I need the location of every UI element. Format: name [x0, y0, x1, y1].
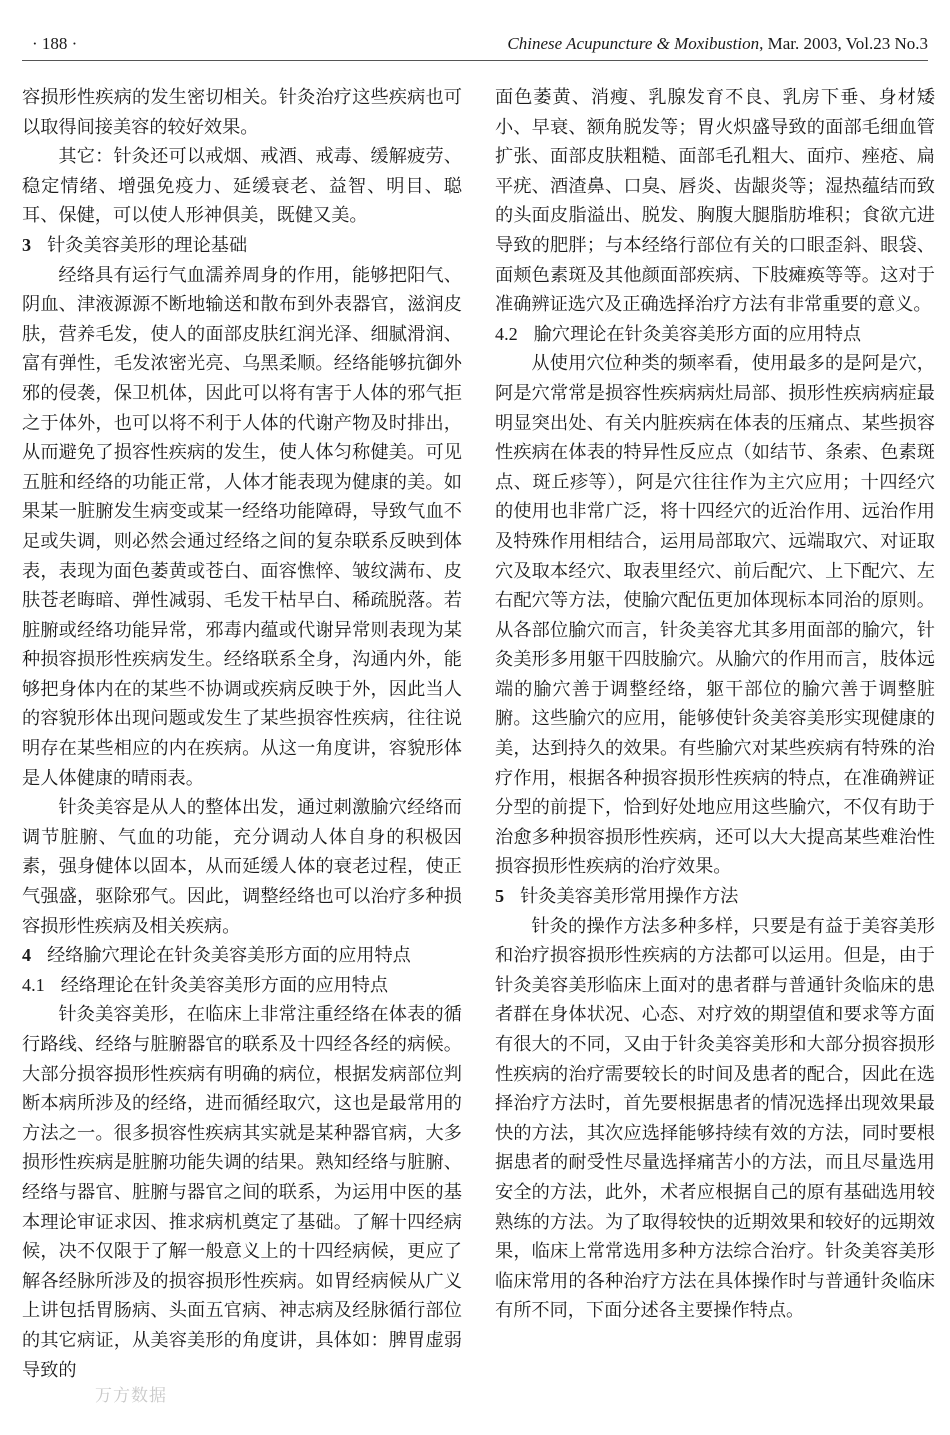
section-heading	[495, 320, 935, 350]
body-paragraph: 针灸美容是从人的整体出发，通过刺激腧穴经络而调节脏腑、气血的功能，充分调动人体自身的积极因素，强身健体以固本，从而延缓人体的衰老过程，使正气强盛，驱除邪气。因此，调整经络也可以治疗多种损容损形性疾病及相关疾病。	[22, 797, 462, 937]
left-column	[22, 83, 462, 1385]
running-header	[22, 34, 928, 61]
section-title: 针灸美容美形的理论基础	[47, 234, 248, 256]
section-number: 5	[495, 886, 505, 907]
section-heading	[22, 231, 462, 261]
section-number: 4.2	[495, 323, 518, 344]
section-number: 4.1	[22, 974, 45, 995]
journal-citation	[507, 34, 928, 54]
journal-name: Chinese Acupuncture & Moxibustion	[507, 34, 760, 53]
section-title: 腧穴理论在针灸美容美形方面的应用特点	[533, 323, 862, 345]
section-title: 针灸美容美形常用操作方法	[520, 886, 739, 908]
body-paragraph: 针灸的操作方法多种多样，只要是有益于美容美形和治疗损容损形性疾病的方法都可以运用。但是，由于针灸美容美形临床上面对的患者群与普通针灸临床的患者群在身体状况、心态、对疗效的期望值和要求等方面有很大的不同，又由于针灸美容美形和大部分损容损形性疾病的治疗需要较长的时间及患者的配合，因此在选择治疗方法时，首先要根据患者的情况选择出现效果最快的方法，其次应选择能够持续有效的方法，同时要根据患者的耐受性尽量选择痛苦小的方法，而且尽量选用安全的方法，此外，术者应根据自己的原有基础选用较熟练的方法。为了取得较快的近期效果和较好的远期效果，临床上常常选用多种方法综合治疗。针灸美容美形临床常用的各种治疗方法在具体操作时与普通针灸临床有所不同，下面分述各主要操作特点。	[495, 915, 935, 1322]
watermark: 万方数据	[95, 1386, 167, 1406]
body-paragraph: 容损形性疾病的发生密切相关。针灸治疗这些疾病也可以取得间接美容的较好效果。	[22, 87, 462, 138]
right-column	[495, 83, 935, 1326]
section-heading	[22, 971, 462, 1001]
section-number: 3	[22, 234, 32, 255]
section-number: 4	[22, 945, 32, 966]
section-title: 经络理论在针灸美容美形方面的应用特点	[60, 974, 389, 996]
body-paragraph: 其它：针灸还可以戒烟、戒酒、戒毒、缓解疲劳、稳定情绪、增强免疫力、延缓衰老、益智、明目、聪耳、保健，可以使人形神俱美，既健又美。	[22, 146, 462, 227]
body-paragraph: 面色萎黄、消瘦、乳腺发育不良、乳房下垂、身材矮小、早衰、额角脱发等；胃火炽盛导致的面部毛细血管扩张、面部皮肤粗糙、面部毛孔粗大、面疖、痤疮、扁平疣、酒渣鼻、口臭、唇炎、齿龈炎等；湿热蕴结而致的头面皮脂溢出、脱发、胸腹大腿脂肪堆积；食欲亢进导致的肥胖；与本经络行部位有关的口眼歪斜、眼袋、面颊色素斑及其他颜面部疾病、下肢瘫痪等等。这对于准确辨证选穴及正确选择治疗方法有非常重要的意义。	[495, 87, 935, 316]
page-number: · 188 ·	[32, 34, 78, 53]
body-paragraph: 针灸美容美形，在临床上非常注重经络在体表的循行路线、经络与脏腑器官的联系及十四经各经的病候。大部分损容损形性疾病有明确的病位，根据发病部位判断本病所涉及的经络，进而循经取穴，这也是最常用的方法之一。很多损容性疾病其实就是某种器官病，大多损形性疾病是脏腑功能失调的结果。熟知经络与脏腑、经络与器官、脏腑与器官之间的联系，为运用中医的基本理论审证求因、推求病机奠定了基础。了解十四经病候，决不仅限于了解一般意义上的十四经病候，更应了解各经脉所涉及的损容损形性疾病。如胃经病候从广义上讲包括胃肠病、头面五官病、神志病及经脉循行部位的其它病证，从美容美形的角度讲，具体如：脾胃虚弱导致的	[22, 1004, 462, 1381]
section-heading	[22, 941, 462, 971]
issue-info: , Mar. 2003, Vol.23 No.3	[759, 34, 928, 53]
section-heading	[495, 882, 935, 912]
section-title: 经络腧穴理论在针灸美容美形方面的应用特点	[47, 945, 411, 967]
body-paragraph: 从使用穴位种类的频率看，使用最多的是阿是穴，阿是穴常常是损容性疾病病灶局部、损形性疾病病症最明显突出处、有关内脏疾病在体表的压痛点、某些损容性疾病在体表的特异性反应点（如结节、条索、色素斑点、斑丘疹等），阿是穴往往作为主穴应用；十四经穴的使用也非常广泛，将十四经穴的近治作用、远治作用及特殊作用相结合，运用局部取穴、远端取穴、对证取穴及取本经穴、取表里经穴、前后配穴、上下配穴、左右配穴等方法，使腧穴配伍更加体现标本同治的原则。从各部位腧穴而言，针灸美容尤其多用面部的腧穴，针灸美形多用躯干四肢腧穴。从腧穴的作用而言，肢体远端的腧穴善于调整经络，躯干部位的腧穴善于调整脏腑。这些腧穴的应用，能够使针灸美容美形实现健康的美，达到持久的效果。有些腧穴对某些疾病有特殊的治疗作用，根据各种损容损形性疾病的特点，在准确辨证分型的前提下，恰到好处地应用这些腧穴，不仅有助于治愈多种损容损形性疾病，还可以大大提高某些难治性损容损形性疾病的治疗效果。	[495, 353, 935, 878]
body-paragraph: 经络具有运行气血濡养周身的作用，能够把阳气、阴血、津液源源不断地输送和散布到外表器官，滋润皮肤，营养毛发，使人的面部皮肤红润光泽、细腻滑润、富有弹性，毛发浓密光亮、乌黑柔顺。经络能够抗御外邪的侵袭，保卫机体，因此可以将有害于人体的邪气拒之于体外，也可以将不利于人体的代谢产物及时排出，从而避免了损容性疾病的发生，使人体匀称健美。可见五脏和经络的功能正常，人体才能表现为健康的美。如果某一脏腑发生病变或某一经络功能障碍，导致气血不足或失调，则必然会通过经络之间的复杂联系反映到体表，表现为面色萎黄或苍白、面容憔悴、皱纹满布、皮肤苍老晦暗、弹性减弱、毛发干枯早白、稀疏脱落。若脏腑或经络功能异常，邪毒内蕴或代谢异常则表现为某种损容损形性疾病发生。经络联系全身，沟通内外，能够把身体内在的某些不协调或疾病反映于外，因此当人的容貌形体出现问题或发生了某些损容性疾病，往往说明存在某些相应的内在疾病。从这一角度讲，容貌形体是人体健康的晴雨表。	[22, 264, 462, 789]
